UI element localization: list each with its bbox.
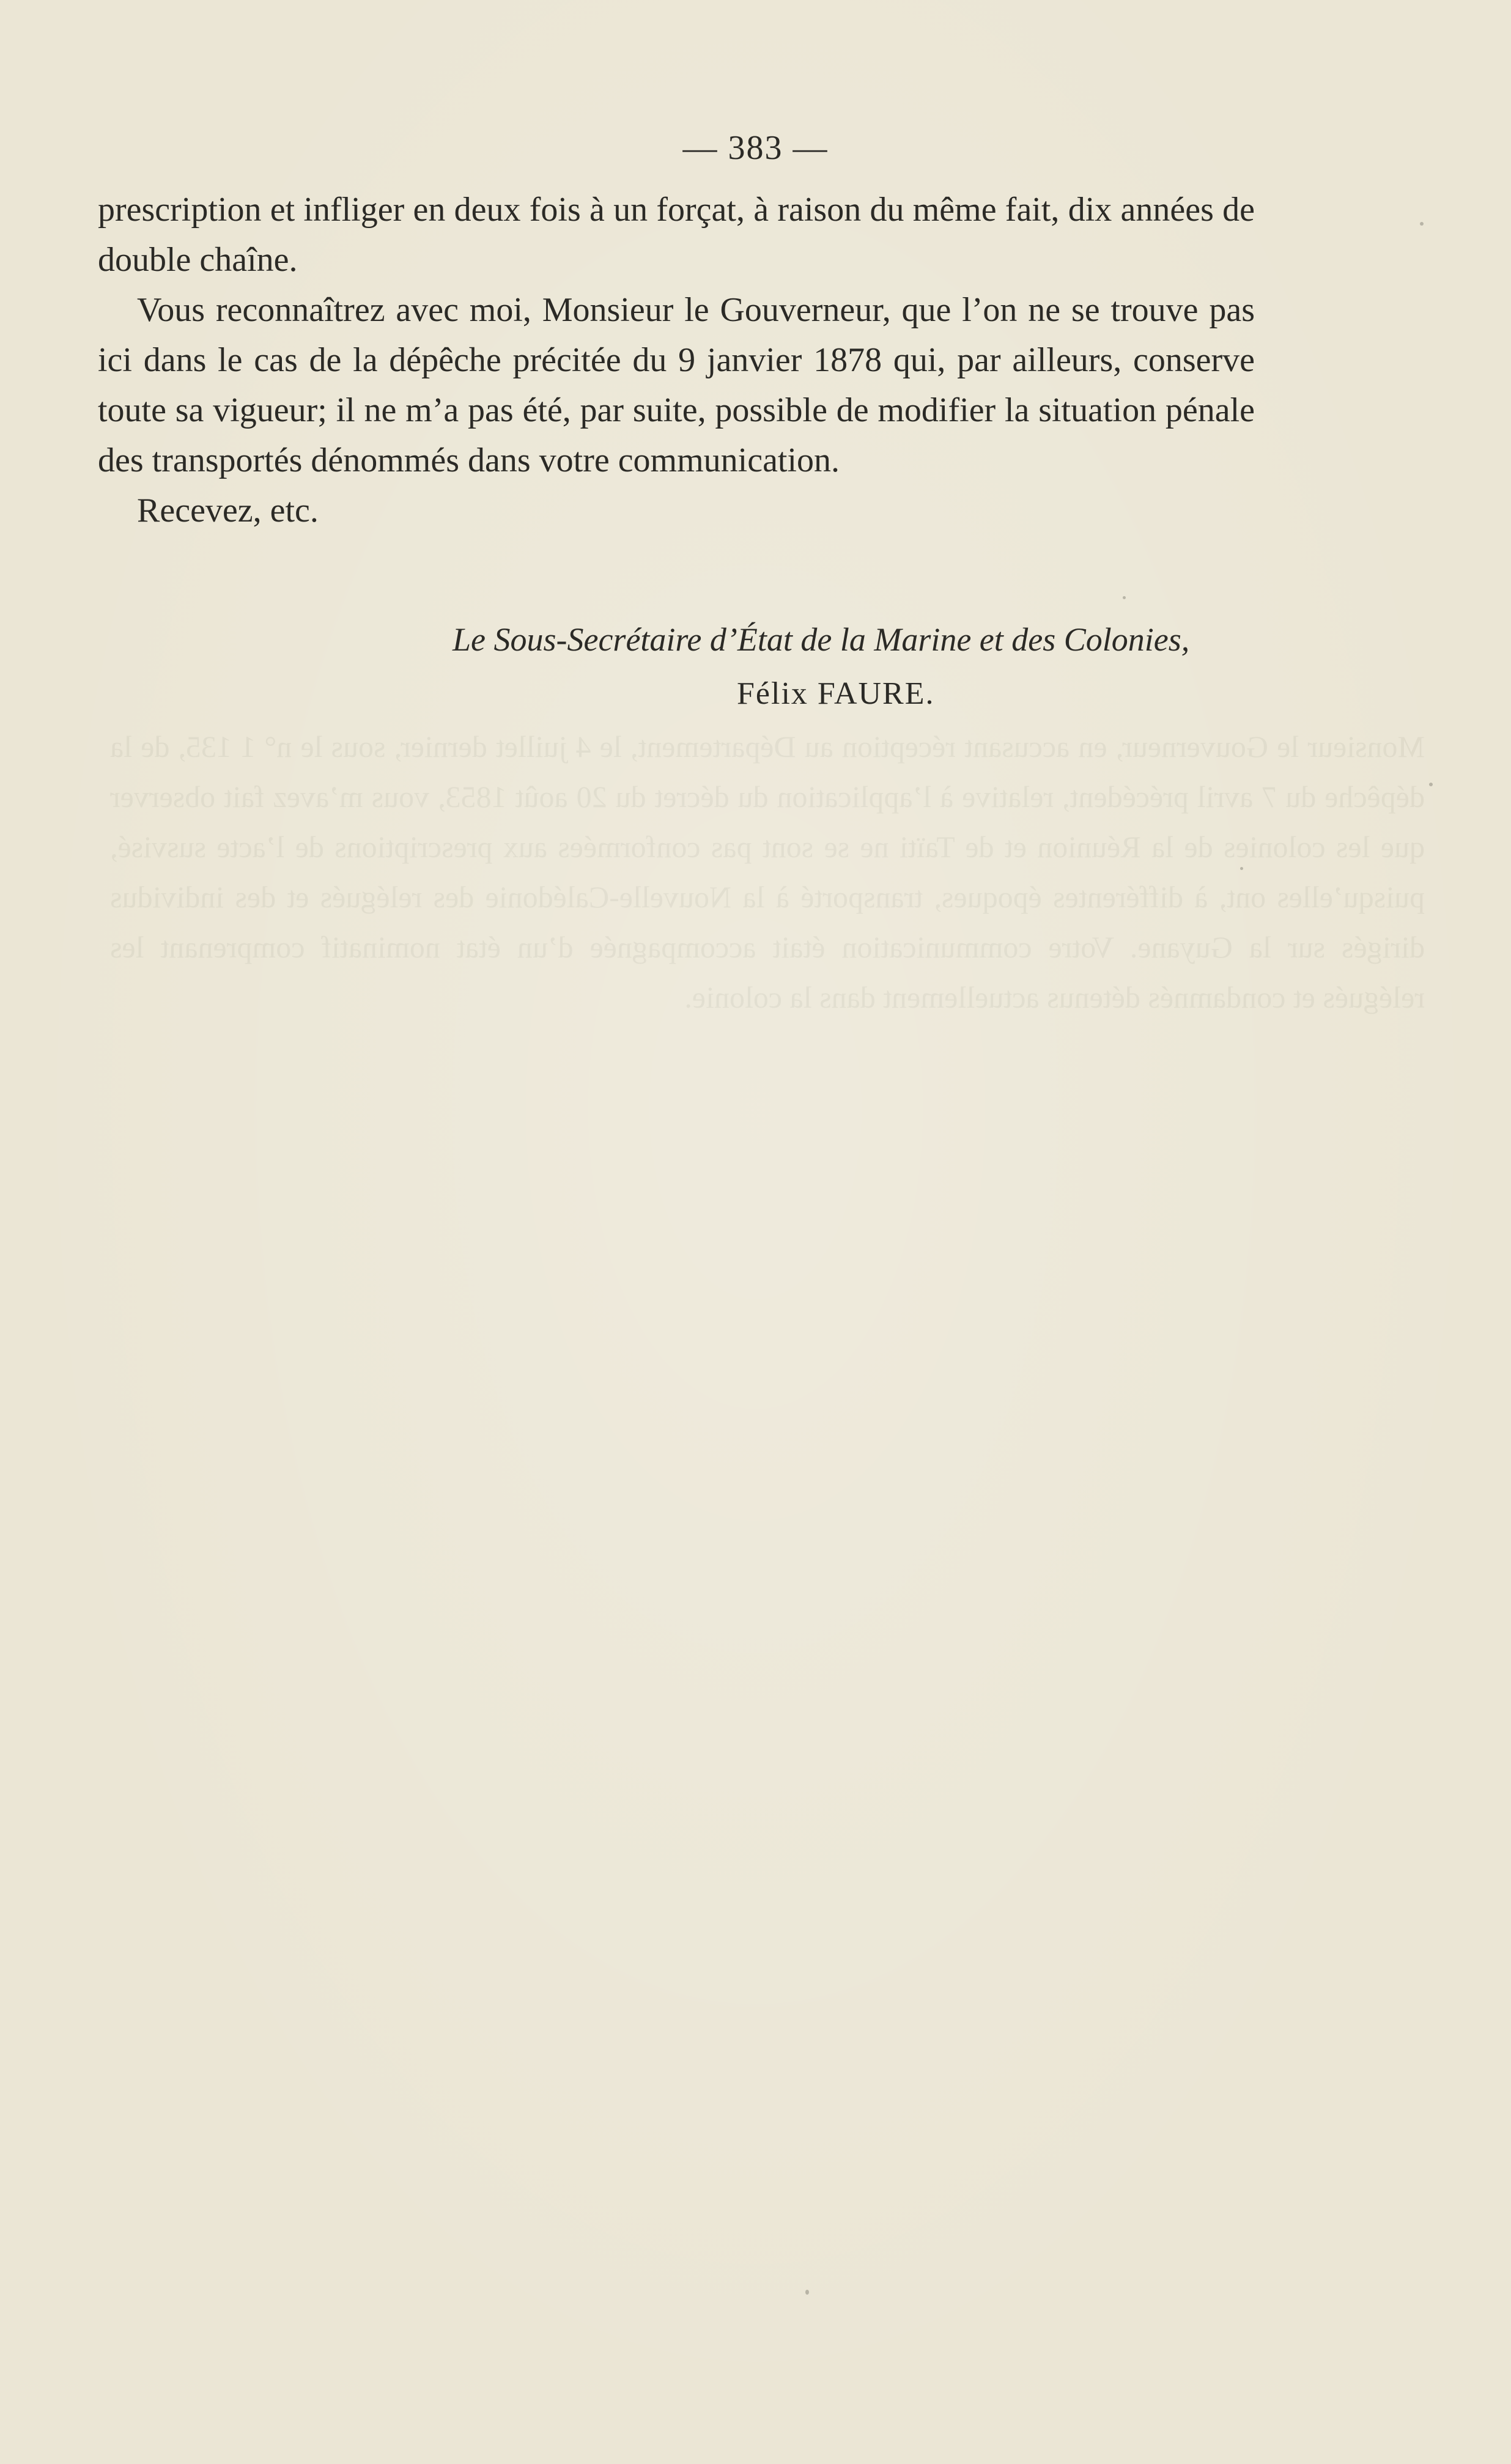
paper-speck [1240,867,1243,870]
paper-speck [1429,783,1433,786]
paper-speck [1420,222,1424,226]
page-number: — 383 — [682,129,829,167]
letter-body [98,185,1255,536]
paper-speck [1123,596,1126,599]
signature-title: Le Sous-Secrétaire d’État de la Marine et des Colonies, [453,621,1190,658]
paper-speck [805,2290,809,2295]
bleed-through-texture: Monsieur le Gouverneur, en accusant réception au Département, le 4 juillet dernier, sous le n° 1 135, de la dépêche du 7 avril précédent, relative à l’application du décret du 20 août 1853, vous m’avez fait observer que les colonies de la Réunion et de Taïti ne se sont pas conformées aux prescriptions de l’acte susvisé, puisqu’elles ont, à différentes époques, transporté à la Nouvelle-Calédonie des relégués et des individus dirigés sur la Guyane. Votre communication était accompagnée d’un état nominatif comprenant les relégués et condamnés détenus actuellement dans la colonie. [110,729,1425,1014]
paragraph-main: Vous reconnaîtrez avec moi, Monsieur le Gouverneur, que l’on ne se trouve pas ici dans le cas de la dépêche précitée du 9 janvier 1878 qui, par ailleurs, conserve toute sa vigueur; il ne m’a pas été, par suite, possible de modifier la situation pénale des transportés dénommés dans votre communication. [98,291,1255,479]
paragraph-continuation: prescription et infliger en deux fois à un forçat, à raison du même fait, dix années de double chaîne. [98,191,1255,279]
closing-formula: Recevez, etc. [137,492,319,529]
signature-name: Félix FAURE. [737,676,935,711]
